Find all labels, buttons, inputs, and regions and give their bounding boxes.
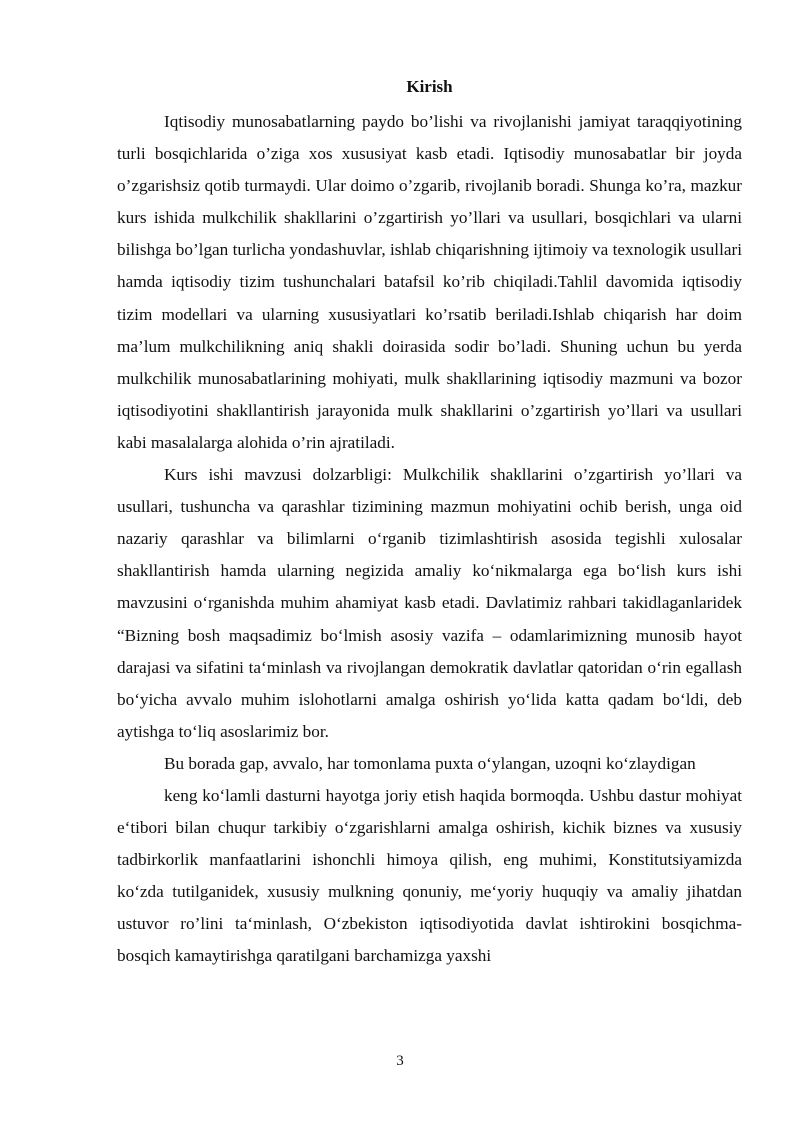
section-title: Kirish [406,77,453,96]
page-number: 3 [396,1053,404,1069]
paragraph-program-continued: keng ko‘lamli dasturni hayotga joriy etish haqida bormoqda. Ushbu dastur mohiyat e‘tibori bilan chuqur tarkibiy o‘zgarishlarni amalga oshirish, kichik biznes va xususiy tadbirkorlik manfaatlarini ishonchli himoya qilish, eng muhimi, Konstitutsiyamizda ko‘zda tutilganidek, xususiy mulkning qonuniy, me‘yoriy huquqiy va amaliy jihatdan ustuvor ro’lini ta‘minlash, O‘zbekiston iqtisodiyotida davlat ishtirokini bosqichma-bosqich kamaytirishga qaratilgani barchamizga yaxshi [117,785,742,966]
page-content [117,74,742,973]
paragraph-introduction: Iqtisodiy munosabatlarning paydo bo’lishi va rivojlanishi jamiyat taraqqiyotining turli bosqichlarida o’ziga xos xususiyat kasb etadi. Iqtisodiy munosabatlar bir joyda o’zgarishsiz qotib turmaydi. Ular doimo o’zgarib, rivojlanib boradi. Shunga ko’ra, mazkur kurs ishida mulkchilik shakllarini o’zgartirish yo’llari va usullari, bosqichlari va ularni bilishga bo’lgan turlicha yondashuvlar, ishlab chiqarishning ijtimoiy va texnologik usullari hamda iqtisodiy tizim tushunchalari batafsil ko’rib chiqiladi.Tahlil davomida iqtisodiy tizim modellari va ularning xususiyatlari ko’rsatib beriladi.Ishlab chiqarish har doim ma’lum mulkchilikning aniq shakli doirasida sodir bo’ladi. Shuning uchun bu yerda mulkchilik munosabatlarining mohiyati, mulk shakllarining iqtisodiy mazmuni va bozor iqtisodiyotini shakllantirish jarayonida mulk shakllarini o’zgartirish yo’llari va usullari kabi masalalarga alohida o’rin ajratiladi. [117,112,742,452]
paragraph-program-start: Bu borada gap, avvalo, har tomonlama puxta o‘ylangan, uzoqni ko‘zlaydigan [164,753,696,773]
paragraph-relevance: Kurs ishi mavzusi dolzarbligi: Mulkchilik shakllarini o’zgartirish yo’llari va usullari, tushuncha va qarashlar tizimining mazmun mohiyatini ochib berish, unga oid nazariy qarashlar va bilimlarni o‘rganib tizimlashtirish asosida tegishli xulosalar shakllantirish hamda ularning negizida amaliy ko‘nikmalarga ega bo‘lish kurs ishi mavzusini o‘rganishda muhim ahamiyat kasb etadi. Davlatimiz rahbari takidlaganlaridek “Bizning bosh maqsadimiz bo‘lmish asosiy vazifa – odamlarimizning munosib hayot darajasi va sifatini ta‘minlash va rivojlangan demokratik davlatlar qatoridan o‘rin egallash bo‘yicha avvalo muhim islohotlarni amalga oshirish yo‘lida katta qadam bo‘ldi, deb aytishga to‘liq asoslarimiz bor. [117,465,742,741]
